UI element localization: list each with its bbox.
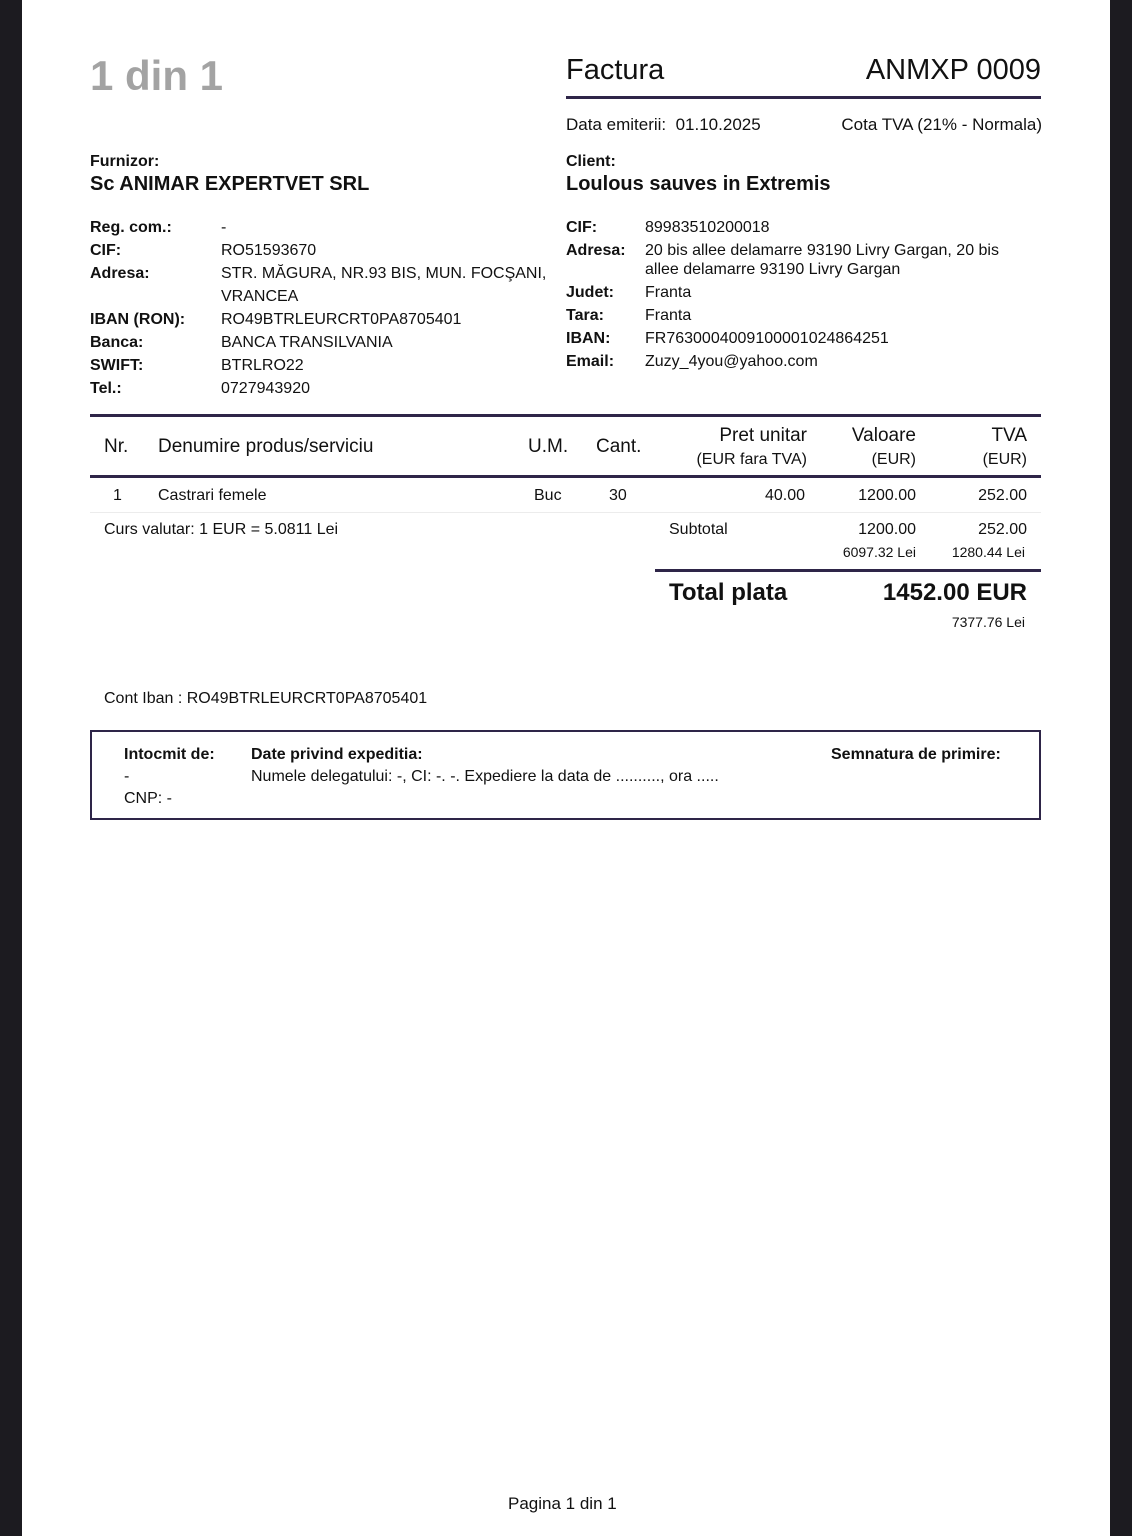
supplier-swift: SWIFT: BTRLRO22 <box>90 357 304 374</box>
vat-rate: Cota TVA (21% - Normala) <box>841 115 1042 134</box>
row-nr: 1 <box>113 487 122 504</box>
subtotal-value-lei: 6097.32 Lei <box>842 544 916 560</box>
col-header-nr: Nr. <box>104 436 129 457</box>
row-divider <box>90 512 1041 513</box>
prepared-by-label: Intocmit de: <box>124 746 215 763</box>
shipping-label: Date privind expeditia: <box>251 746 423 763</box>
page-footer: Pagina 1 din 1 <box>508 1494 617 1513</box>
col-header-value-sub: (EUR) <box>871 451 916 468</box>
client-details <box>566 216 1025 373</box>
invoice-number: ANMXP 0009 <box>865 54 1041 86</box>
client-country: Tara: Franta <box>566 307 692 324</box>
row-name: Castrari femele <box>158 487 267 504</box>
row-vat: 252.00 <box>978 487 1027 504</box>
supplier-bank: Banca: BANCA TRANSILVANIA <box>90 334 393 351</box>
signature-label: Semnatura de primire: <box>831 746 1001 763</box>
client-cif: CIF: 89983510200018 <box>566 219 770 236</box>
row-unit-price: 40.00 <box>764 487 805 504</box>
col-header-name: Denumire produs/serviciu <box>158 436 374 457</box>
total-rule <box>655 569 1041 572</box>
supplier-iban: IBAN (RON): RO49BTRLEURCRT0PA8705401 <box>90 311 462 328</box>
cnp: CNP: - <box>124 790 172 807</box>
col-header-qty: Cant. <box>596 436 642 457</box>
col-header-vat-sub: (EUR) <box>982 451 1027 468</box>
supplier-heading: Furnizor: <box>90 153 160 170</box>
client-heading: Client: <box>566 153 616 170</box>
client-address: Adresa: 20 bis allee delamarre 93190 Livry Gargan, 20 bis allee delamarre 93190 Livry Gargan <box>566 242 999 278</box>
subtotal-label: Subtotal <box>669 521 728 538</box>
shipping-box <box>90 730 1041 820</box>
client-name: Loulous sauves in Extremis <box>566 173 831 195</box>
row-um: Buc <box>534 487 562 504</box>
client-email: Email: Zuzy_4you@yahoo.com <box>566 353 818 370</box>
col-header-value: Valoare <box>851 425 916 446</box>
issue-date <box>566 115 761 135</box>
total-label: Total plata <box>669 579 788 606</box>
table-top-rule <box>90 414 1041 417</box>
row-value: 1200.00 <box>858 487 916 504</box>
supplier-phone: Tel.: 0727943920 <box>90 380 310 397</box>
subtotal-vat: 252.00 <box>978 521 1027 538</box>
issue-date-value: 01.10.2025 <box>675 115 761 134</box>
prepared-by-value: - <box>124 768 130 785</box>
exchange-rate: Curs valutar: 1 EUR = 5.0811 Lei <box>104 521 339 538</box>
total-lei: 7377.76 Lei <box>951 614 1025 630</box>
total-value: 1452.00 EUR <box>882 579 1027 606</box>
supplier-address: Adresa: STR. MĂGURA, NR.93 BIS, MUN. FOCŞANI, VRANCEA <box>90 265 547 305</box>
invoice-page <box>22 0 1110 1536</box>
shipping-text: Numele delegatului: -, CI: -. -. Expediere la data de .........., ora ..... <box>251 768 719 785</box>
page-counter: 1 din 1 <box>90 52 224 99</box>
table-header-rule <box>90 475 1041 478</box>
client-county: Judet: Franta <box>566 284 692 301</box>
supplier-cif: CIF: RO51593670 <box>90 242 317 259</box>
header-divider <box>566 96 1041 99</box>
supplier-name: Sc ANIMAR EXPERTVET SRL <box>90 173 370 195</box>
supplier-reg-com: Reg. com.: - <box>90 219 227 236</box>
document-type: Factura <box>566 54 665 86</box>
subtotal-vat-lei: 1280.44 Lei <box>951 544 1025 560</box>
col-header-um: U.M. <box>528 436 569 457</box>
account-iban: Cont Iban : RO49BTRLEURCRT0PA8705401 <box>104 690 428 707</box>
col-header-unit-price-sub: (EUR fara TVA) <box>696 451 807 468</box>
subtotal-value: 1200.00 <box>858 521 916 538</box>
issue-date-label: Data emiterii: <box>566 115 667 134</box>
col-header-vat: TVA <box>991 425 1027 446</box>
col-header-unit-price: Pret unitar <box>719 425 807 446</box>
supplier-details <box>90 216 551 400</box>
row-qty: 30 <box>609 487 627 504</box>
client-iban: IBAN: FR7630004009100001024864251 <box>566 330 889 347</box>
